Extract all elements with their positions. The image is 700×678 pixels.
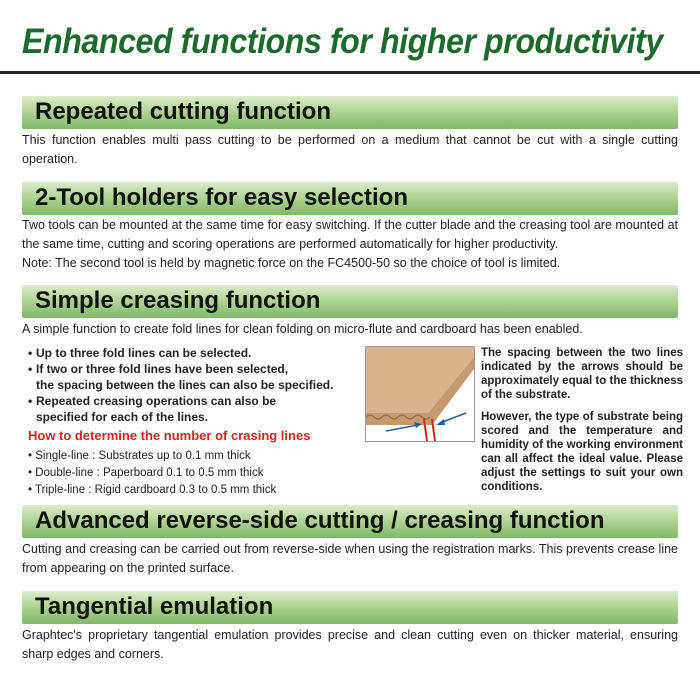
section-title-creasing: Simple creasing function: [35, 287, 321, 314]
line-type-item: • Single-line : Substrates up to 0.1 mm thick: [28, 450, 251, 462]
list-item: • Repeated creasing operations can also be: [28, 394, 277, 408]
section-title-repeated-cutting: Repeated cutting function: [35, 98, 331, 125]
creasing-bullet-list: [28, 345, 358, 425]
section-text-creasing: A simple function to create fold lines for clean folding on micro-flute and cardboard has been enabled.: [22, 322, 583, 336]
line-type-list: [28, 448, 276, 499]
section-note-tool-holders: Note: The second tool is held by magnetic force on the FC4500-50 so the choice of tool is limited.: [22, 256, 561, 270]
line-type-item: • Triple-line : Rigid cardboard 0.3 to 0.5 mm thick: [28, 484, 277, 496]
list-item: • If two or three fold lines have been selected,: [28, 362, 289, 376]
section-text-tool-holders: Two tools can be mounted at the same time for easy switching. If the cutter blade and the creasing tool are mounted at the same time, cutting and scoring operations are performed automatically for higher productivity.: [22, 218, 678, 251]
crease-spacing-note: The spacing between the two lines indicated by the arrows should be approximately equal to the thickness of the substrate.: [481, 347, 683, 401]
section-text-repeated-cutting: This function enables multi pass cutting to be performed on a medium that cannot be cut with a single cutting operation.: [22, 133, 678, 166]
crease-diagram-image: [365, 346, 475, 442]
section-title-tangential: Tangential emulation: [35, 593, 274, 620]
list-item: • Up to three fold lines can be selected.: [28, 346, 252, 360]
section-text-reverse-side: Cutting and creasing can be carried out from reverse-side when using the registration marks. This prevents crease line from appearing on the printed surface.: [22, 542, 678, 575]
arrow-right-head: [436, 419, 445, 425]
section-title-tool-holders: 2-Tool holders for easy selection: [35, 184, 408, 211]
arrow-left-shaft: [386, 425, 418, 431]
line-type-item: • Double-line : Paperboard 0.1 to 0.5 mm thick: [28, 467, 264, 479]
section-title-reverse-side: Advanced reverse-side cutting / creasing function: [35, 507, 605, 534]
list-item-continuation: the spacing between the lines can also be specified.: [36, 378, 334, 392]
cardboard-crease-illustration: [366, 347, 474, 441]
list-item-continuation: specified for each of the lines.: [36, 410, 209, 424]
title-divider: [0, 71, 700, 74]
page-title: Enhanced functions for higher productivity: [22, 22, 663, 61]
crease-conditions-note: However, the type of substrate being scored and the temperature and humidity of the working environment can all affect the ideal value. Please adjust the settings to suit your own conditions.: [481, 411, 683, 493]
section-text-tangential: Graphtec's proprietary tangential emulation provides precise and clean cutting even on thicker material, ensuring sharp edges and corners.: [22, 628, 678, 661]
howto-heading: How to determine the number of crasing lines: [28, 428, 311, 443]
